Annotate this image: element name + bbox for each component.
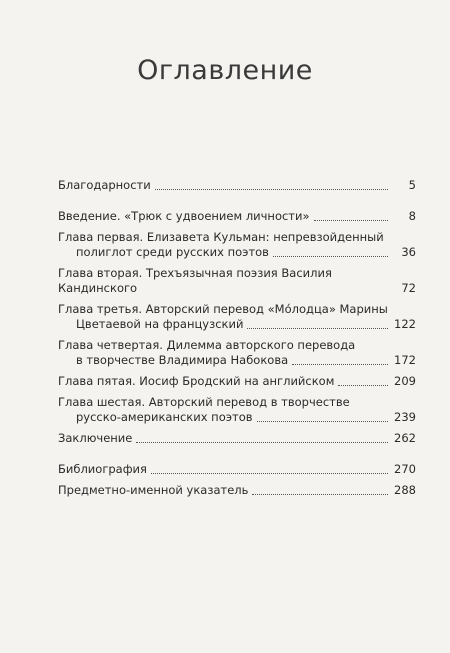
leader-dots — [257, 420, 388, 422]
toc-entry-page: 172 — [394, 353, 416, 367]
leader-dots — [292, 363, 388, 365]
leader-dots — [151, 472, 388, 474]
toc-entry-chapter-1 — [58, 230, 416, 260]
toc-entry-chapter-3 — [58, 302, 416, 332]
toc-entry-conclusion — [58, 431, 416, 446]
toc-entry-label: Глава первая. Елизавета Кульман: непревзойденный — [58, 230, 384, 244]
toc-entry-page: 8 — [408, 209, 416, 223]
toc-entry-label-cont: русско-американских поэтов — [76, 410, 253, 424]
leader-dots — [155, 188, 388, 190]
leader-dots — [338, 384, 388, 386]
toc-entry-bibliography — [58, 462, 416, 477]
toc-entry-label: Глава пятая. Иосиф Бродский на английском — [58, 374, 335, 388]
toc-entry-chapter-2 — [58, 266, 416, 296]
toc-entry-label: Введение. «Трюк с удвоением личности» — [58, 209, 310, 223]
leader-dots — [314, 219, 388, 221]
toc-entry-label: Библиография — [58, 462, 147, 476]
toc-entry-label: Благодарности — [58, 178, 151, 192]
toc-entry-label: Заключение — [58, 431, 133, 445]
toc-entry-page: 288 — [394, 483, 416, 497]
leader-dots — [136, 441, 388, 443]
table-of-contents — [58, 178, 416, 498]
toc-entry-chapter-6 — [58, 395, 416, 425]
toc-entry-page: 270 — [394, 462, 416, 476]
page-title: Оглавление — [137, 55, 313, 86]
toc-entry-label-cont: полиглот среди русских поэтов — [76, 245, 269, 259]
toc-entry-acknowledgements — [58, 178, 416, 193]
toc-entry-page: 209 — [394, 374, 416, 388]
leader-dots — [247, 327, 388, 329]
toc-entry-page: 72 — [401, 281, 416, 295]
toc-entry-label: Глава третья. Авторский перевод «Мо́лодца» Марины — [58, 302, 388, 316]
toc-entry-introduction — [58, 209, 416, 224]
toc-entry-label: Предметно-именной указатель — [58, 483, 249, 497]
toc-entry-page: 262 — [394, 431, 416, 445]
toc-entry-label: Глава вторая. Трехъязычная поэзия Василия Кандинского — [58, 266, 332, 295]
toc-entry-index — [58, 483, 416, 498]
leader-dots — [273, 255, 388, 257]
toc-entry-page: 122 — [394, 317, 416, 331]
leader-dots — [252, 493, 388, 495]
toc-entry-label: Глава шестая. Авторский перевод в творчестве — [58, 395, 350, 409]
toc-entry-page: 239 — [394, 410, 416, 424]
toc-entry-label-cont: Цветаевой на французский — [76, 317, 244, 331]
toc-entry-label-cont: в творчестве Владимира Набокова — [76, 353, 289, 367]
toc-entry-chapter-5 — [58, 374, 416, 389]
toc-entry-page: 5 — [408, 178, 416, 192]
toc-entry-label: Глава четвертая. Дилемма авторского перевода — [58, 338, 356, 352]
toc-entry-page: 36 — [401, 245, 416, 259]
toc-entry-chapter-4 — [58, 338, 416, 368]
